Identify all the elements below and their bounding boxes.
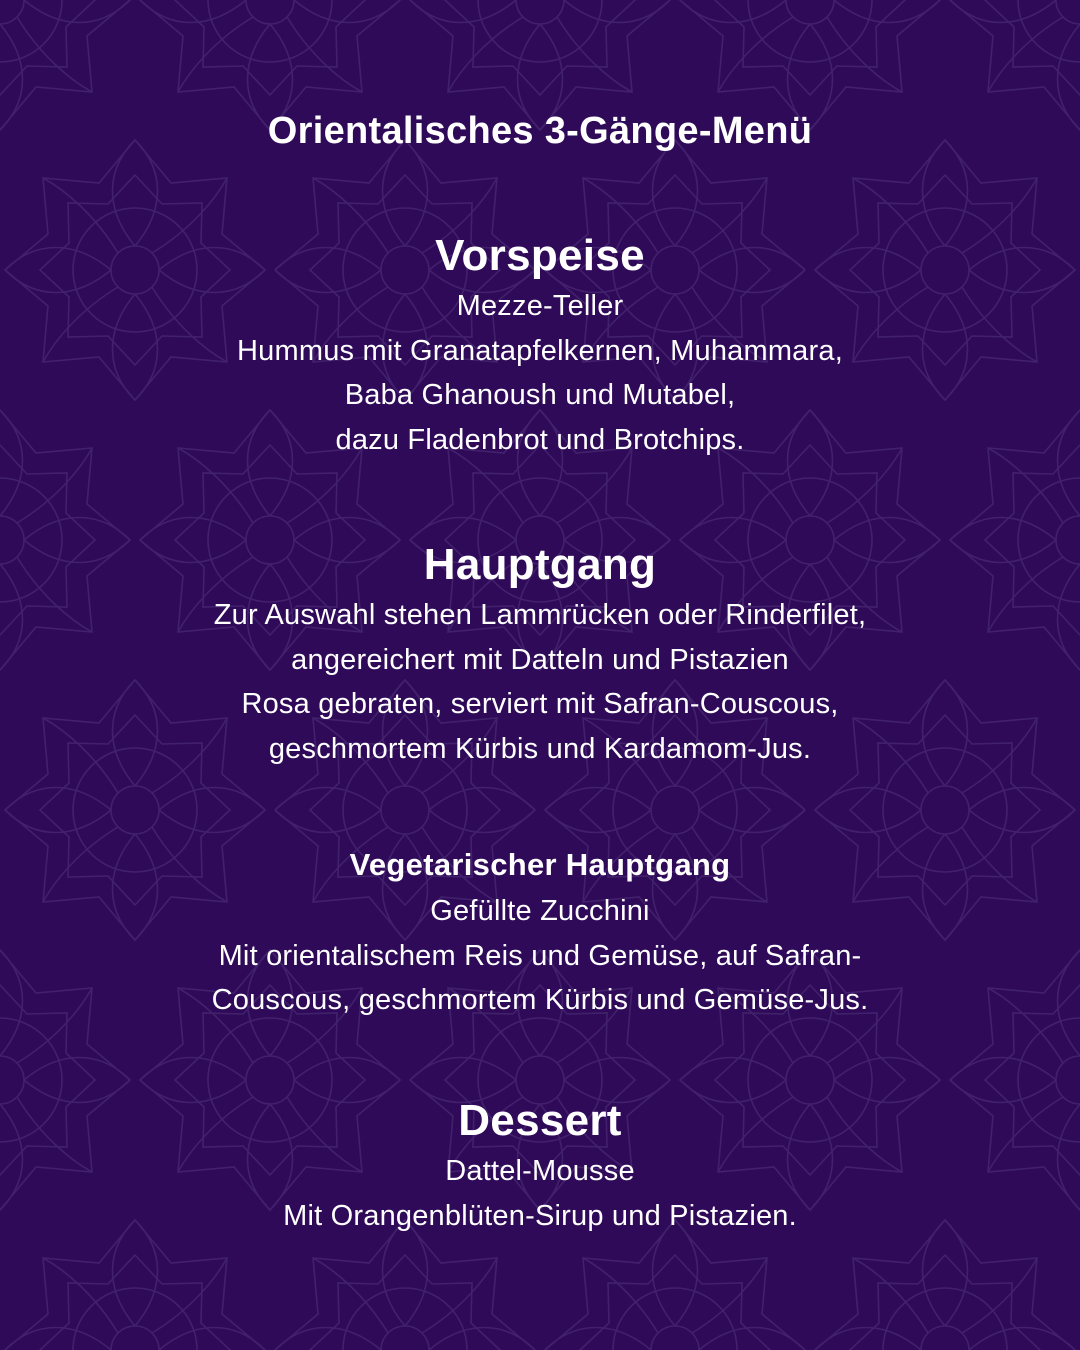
dish-name: Mezze-Teller [456, 290, 624, 322]
course-heading-hauptgang: Hauptgang [423, 540, 657, 589]
dish-description-line: Mit Orangenblüten-Sirup und Pistazien. [283, 1199, 797, 1232]
dish-description-line: Hummus mit Granatapfelkernen, Muhammara, [237, 334, 843, 367]
dish-name: Gefüllte Zucchini [430, 895, 650, 927]
dish-description-line: Zur Auswahl stehen Lammrücken oder Rinderfilet, [213, 599, 867, 631]
course-vorspeise [0, 230, 1080, 463]
course-dessert [0, 1095, 1080, 1238]
dish-description-line: Baba Ghanoush und Mutabel, [344, 379, 736, 412]
course-hauptgang [0, 539, 1080, 772]
dish-description-line: angereichert mit Datteln und Pistazien [291, 643, 789, 676]
dish-description-line: Couscous, geschmortem Kürbis und Gemüse-Jus. [211, 984, 869, 1017]
course-heading-vegetarisch: Vegetarischer Hauptgang [349, 847, 731, 882]
dish-description-line: Mit orientalischem Reis und Gemüse, auf Safran- [218, 939, 862, 972]
dish-name: Dattel-Mousse [445, 1155, 635, 1187]
dish-description-line: Rosa gebraten, serviert mit Safran-Couscous, [241, 688, 839, 721]
course-heading-vorspeise: Vorspeise [435, 231, 645, 280]
dish-description-line: dazu Fladenbrot und Brotchips. [335, 424, 745, 457]
dish-description-line: geschmortem Kürbis und Kardamom-Jus. [268, 733, 812, 766]
course-heading-dessert: Dessert [458, 1096, 622, 1145]
course-vegetarischer-hauptgang [0, 845, 1080, 1023]
menu-title: Orientalisches 3-Gänge-Menü [267, 110, 813, 152]
